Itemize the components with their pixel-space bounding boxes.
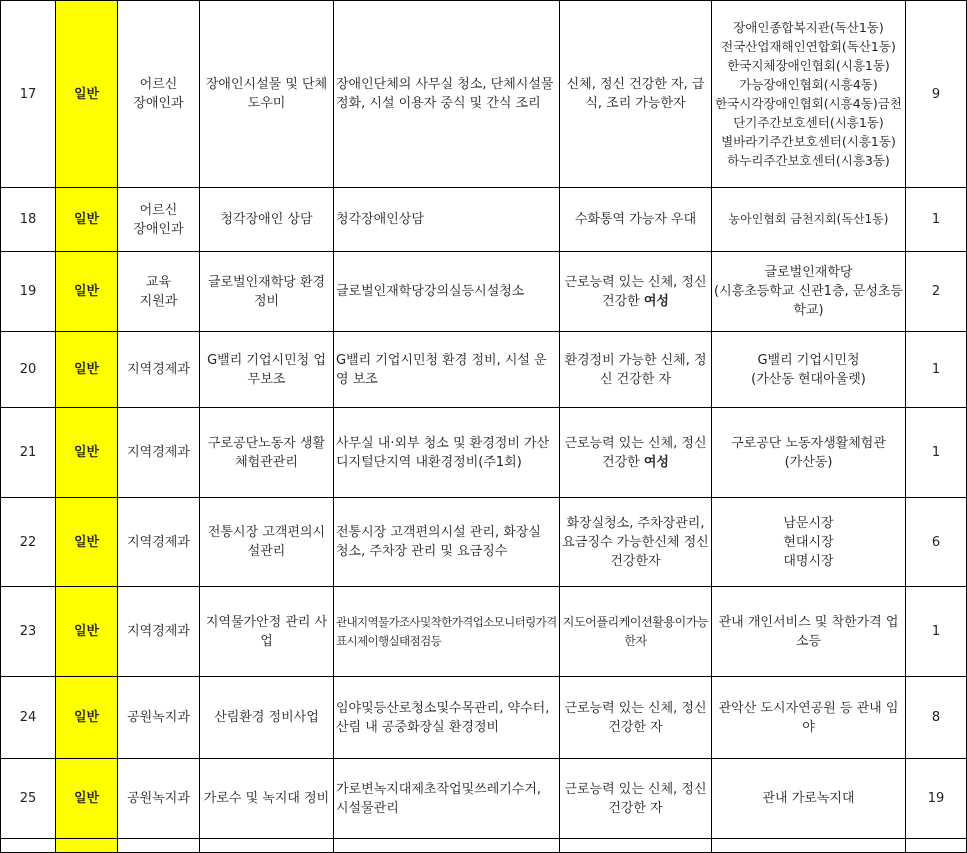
place-line: (가산동 현대아울렛) xyxy=(751,371,866,387)
department-cell: 어르신 장애인과 xyxy=(118,188,200,252)
place-line: 별바라기주간보호센터(시흥1동) xyxy=(721,134,896,149)
department-cell: 지역경제과 xyxy=(118,498,200,587)
type-cell: 일반 xyxy=(56,759,118,839)
place-cell xyxy=(712,498,906,587)
place-line: 현대시장 xyxy=(783,534,834,550)
qualification-emphasis: 여성 xyxy=(643,454,669,470)
qualification-cell: 신체, 정신 건강한 자, 급식, 조리 가능한자 xyxy=(560,1,712,188)
place-line: 한국지체장애인협회(시흥1동) xyxy=(727,58,890,73)
department-cell: 지역경제과 xyxy=(118,332,200,408)
department-cell: 지역경제과 xyxy=(118,587,200,677)
place-cell: 관악산 도시자연공원 등 관내 임야 xyxy=(712,677,906,759)
count-cell: 1 xyxy=(906,587,967,677)
qualification-cell: 환경정비 가능한 신체, 정신 건강한 자 xyxy=(560,332,712,408)
department-cell: 공원녹지과 xyxy=(118,677,200,759)
project-cell: 지역물가안정 관리 사업 xyxy=(200,587,334,677)
department-cell: 교육 지원과 xyxy=(118,252,200,332)
project-cell: 글로벌인재학당 환경정비 xyxy=(200,252,334,332)
empty-cell xyxy=(118,839,200,853)
row-number: 25 xyxy=(1,759,56,839)
table-row xyxy=(1,332,967,408)
place-line: 하누리주간보호센터(시흥3동) xyxy=(727,153,890,168)
empty-cell xyxy=(906,839,967,853)
count-cell: 2 xyxy=(906,252,967,332)
row-number: 22 xyxy=(1,498,56,587)
project-cell: 장애인시설물 및 단체 도우미 xyxy=(200,1,334,188)
table-row xyxy=(1,759,967,839)
type-cell: 일반 xyxy=(56,252,118,332)
department-cell: 공원녹지과 xyxy=(118,759,200,839)
count-cell: 19 xyxy=(906,759,967,839)
empty-cell xyxy=(560,839,712,853)
row-number: 20 xyxy=(1,332,56,408)
table-row xyxy=(1,1,967,188)
place-line: G밸리 기업시민청 xyxy=(757,352,860,368)
type-cell: 일반 xyxy=(56,408,118,498)
place-line: 남문시장 xyxy=(783,515,834,531)
row-number: 19 xyxy=(1,252,56,332)
task-cell: 사무실 내·외부 청소 및 환경정비 가산디지털단지역 내환경정비(주1회) xyxy=(334,408,560,498)
place-line: 대명시장 xyxy=(783,553,834,569)
task-cell: 가로변녹지대제초작업및쓰레기수거, 시설물관리 xyxy=(334,759,560,839)
type-cell: 일반 xyxy=(56,188,118,252)
qualification-cell xyxy=(560,408,712,498)
qualification-text: 근로능력 있는 신체, 정신 건강한 xyxy=(564,435,707,470)
qualification-cell xyxy=(560,252,712,332)
place-line: 한국시각장애인협회(시흥4동)금천단기주간보호센터(시흥1동) xyxy=(715,96,902,130)
qualification-text: 근로능력 있는 신체, 정신 건강한 xyxy=(564,274,707,309)
task-cell: 임야및등산로청소및수목관리, 약수터, 산림 내 공중화장실 환경정비 xyxy=(334,677,560,759)
place-cell xyxy=(712,408,906,498)
table-row xyxy=(1,188,967,252)
empty-cell xyxy=(334,839,560,853)
table-row xyxy=(1,252,967,332)
project-cell: 전통시장 고객편의시설관리 xyxy=(200,498,334,587)
project-cell: 가로수 및 녹지대 정비 xyxy=(200,759,334,839)
count-cell: 6 xyxy=(906,498,967,587)
type-cell xyxy=(56,839,118,853)
row-number: 24 xyxy=(1,677,56,759)
qualification-emphasis: 여성 xyxy=(643,293,669,309)
table-row xyxy=(1,587,967,677)
row-number: 18 xyxy=(1,188,56,252)
project-cell: 청각장애인 상담 xyxy=(200,188,334,252)
row-number: 17 xyxy=(1,1,56,188)
type-cell: 일반 xyxy=(56,332,118,408)
task-cell: 전통시장 고객편의시설 관리, 화장실 청소, 주차장 관리 및 요금징수 xyxy=(334,498,560,587)
place-line: 가능장애인협회(시흥4동) xyxy=(739,77,878,92)
table-row xyxy=(1,839,967,853)
task-cell: 글로벌인재학당강의실등시설청소 xyxy=(334,252,560,332)
place-line: (가산동) xyxy=(784,454,833,470)
place-line: 구로공단 노동자생활체험관 xyxy=(731,435,886,451)
place-line: 글로벌인재학당 xyxy=(764,265,853,280)
task-cell: 장애인단체의 사무실 청소, 단체시설물 정화, 시설 이용자 중식 및 간식 조리 xyxy=(334,1,560,188)
empty-cell xyxy=(200,839,334,853)
row-number: 21 xyxy=(1,408,56,498)
department-cell: 어르신 장애인과 xyxy=(118,1,200,188)
table-row xyxy=(1,677,967,759)
department-cell: 지역경제과 xyxy=(118,408,200,498)
place-cell: 농아인협회 금천지회(독산1동) xyxy=(712,188,906,252)
count-cell: 1 xyxy=(906,188,967,252)
task-cell: G밸리 기업시민청 환경 정비, 시설 운영 보조 xyxy=(334,332,560,408)
place-cell xyxy=(712,1,906,188)
place-cell xyxy=(712,252,906,332)
type-cell: 일반 xyxy=(56,498,118,587)
qualification-cell: 지도어플리케이션활용이가능한자 xyxy=(560,587,712,677)
place-cell: 관내 가로녹지대 xyxy=(712,759,906,839)
place-line: (시흥초등학교 신관1층, 문성초등학교) xyxy=(714,284,903,318)
empty-cell xyxy=(1,839,56,853)
count-cell: 8 xyxy=(906,677,967,759)
qualification-cell: 수화통역 가능자 우대 xyxy=(560,188,712,252)
row-number: 23 xyxy=(1,587,56,677)
qualification-cell: 화장실청소, 주차장관리, 요금징수 가능한신체 정신건강한자 xyxy=(560,498,712,587)
type-cell: 일반 xyxy=(56,587,118,677)
place-cell xyxy=(712,332,906,408)
count-cell: 1 xyxy=(906,332,967,408)
table-row xyxy=(1,498,967,587)
table-row xyxy=(1,408,967,498)
qualification-cell: 근로능력 있는 신체, 정신 건강한 자 xyxy=(560,759,712,839)
type-cell: 일반 xyxy=(56,1,118,188)
project-cell: 구로공단노동자 생활체험관관리 xyxy=(200,408,334,498)
place-line: 장애인종합복지관(독산1동) xyxy=(733,20,884,35)
task-cell: 청각장애인상담 xyxy=(334,188,560,252)
qualification-cell: 근로능력 있는 신체, 정신 건강한 자 xyxy=(560,677,712,759)
place-cell: 관내 개인서비스 및 착한가격 업소등 xyxy=(712,587,906,677)
type-cell: 일반 xyxy=(56,677,118,759)
count-cell: 9 xyxy=(906,1,967,188)
project-cell: G밸리 기업시민청 업무보조 xyxy=(200,332,334,408)
place-line: 전국산업재해인연합회(독산1동) xyxy=(721,39,896,54)
task-cell: 관내지역물가조사및착한가격업소모니터링가격표시제이행실태점검등 xyxy=(334,587,560,677)
project-cell: 산림환경 정비사업 xyxy=(200,677,334,759)
empty-cell xyxy=(712,839,906,853)
count-cell: 1 xyxy=(906,408,967,498)
